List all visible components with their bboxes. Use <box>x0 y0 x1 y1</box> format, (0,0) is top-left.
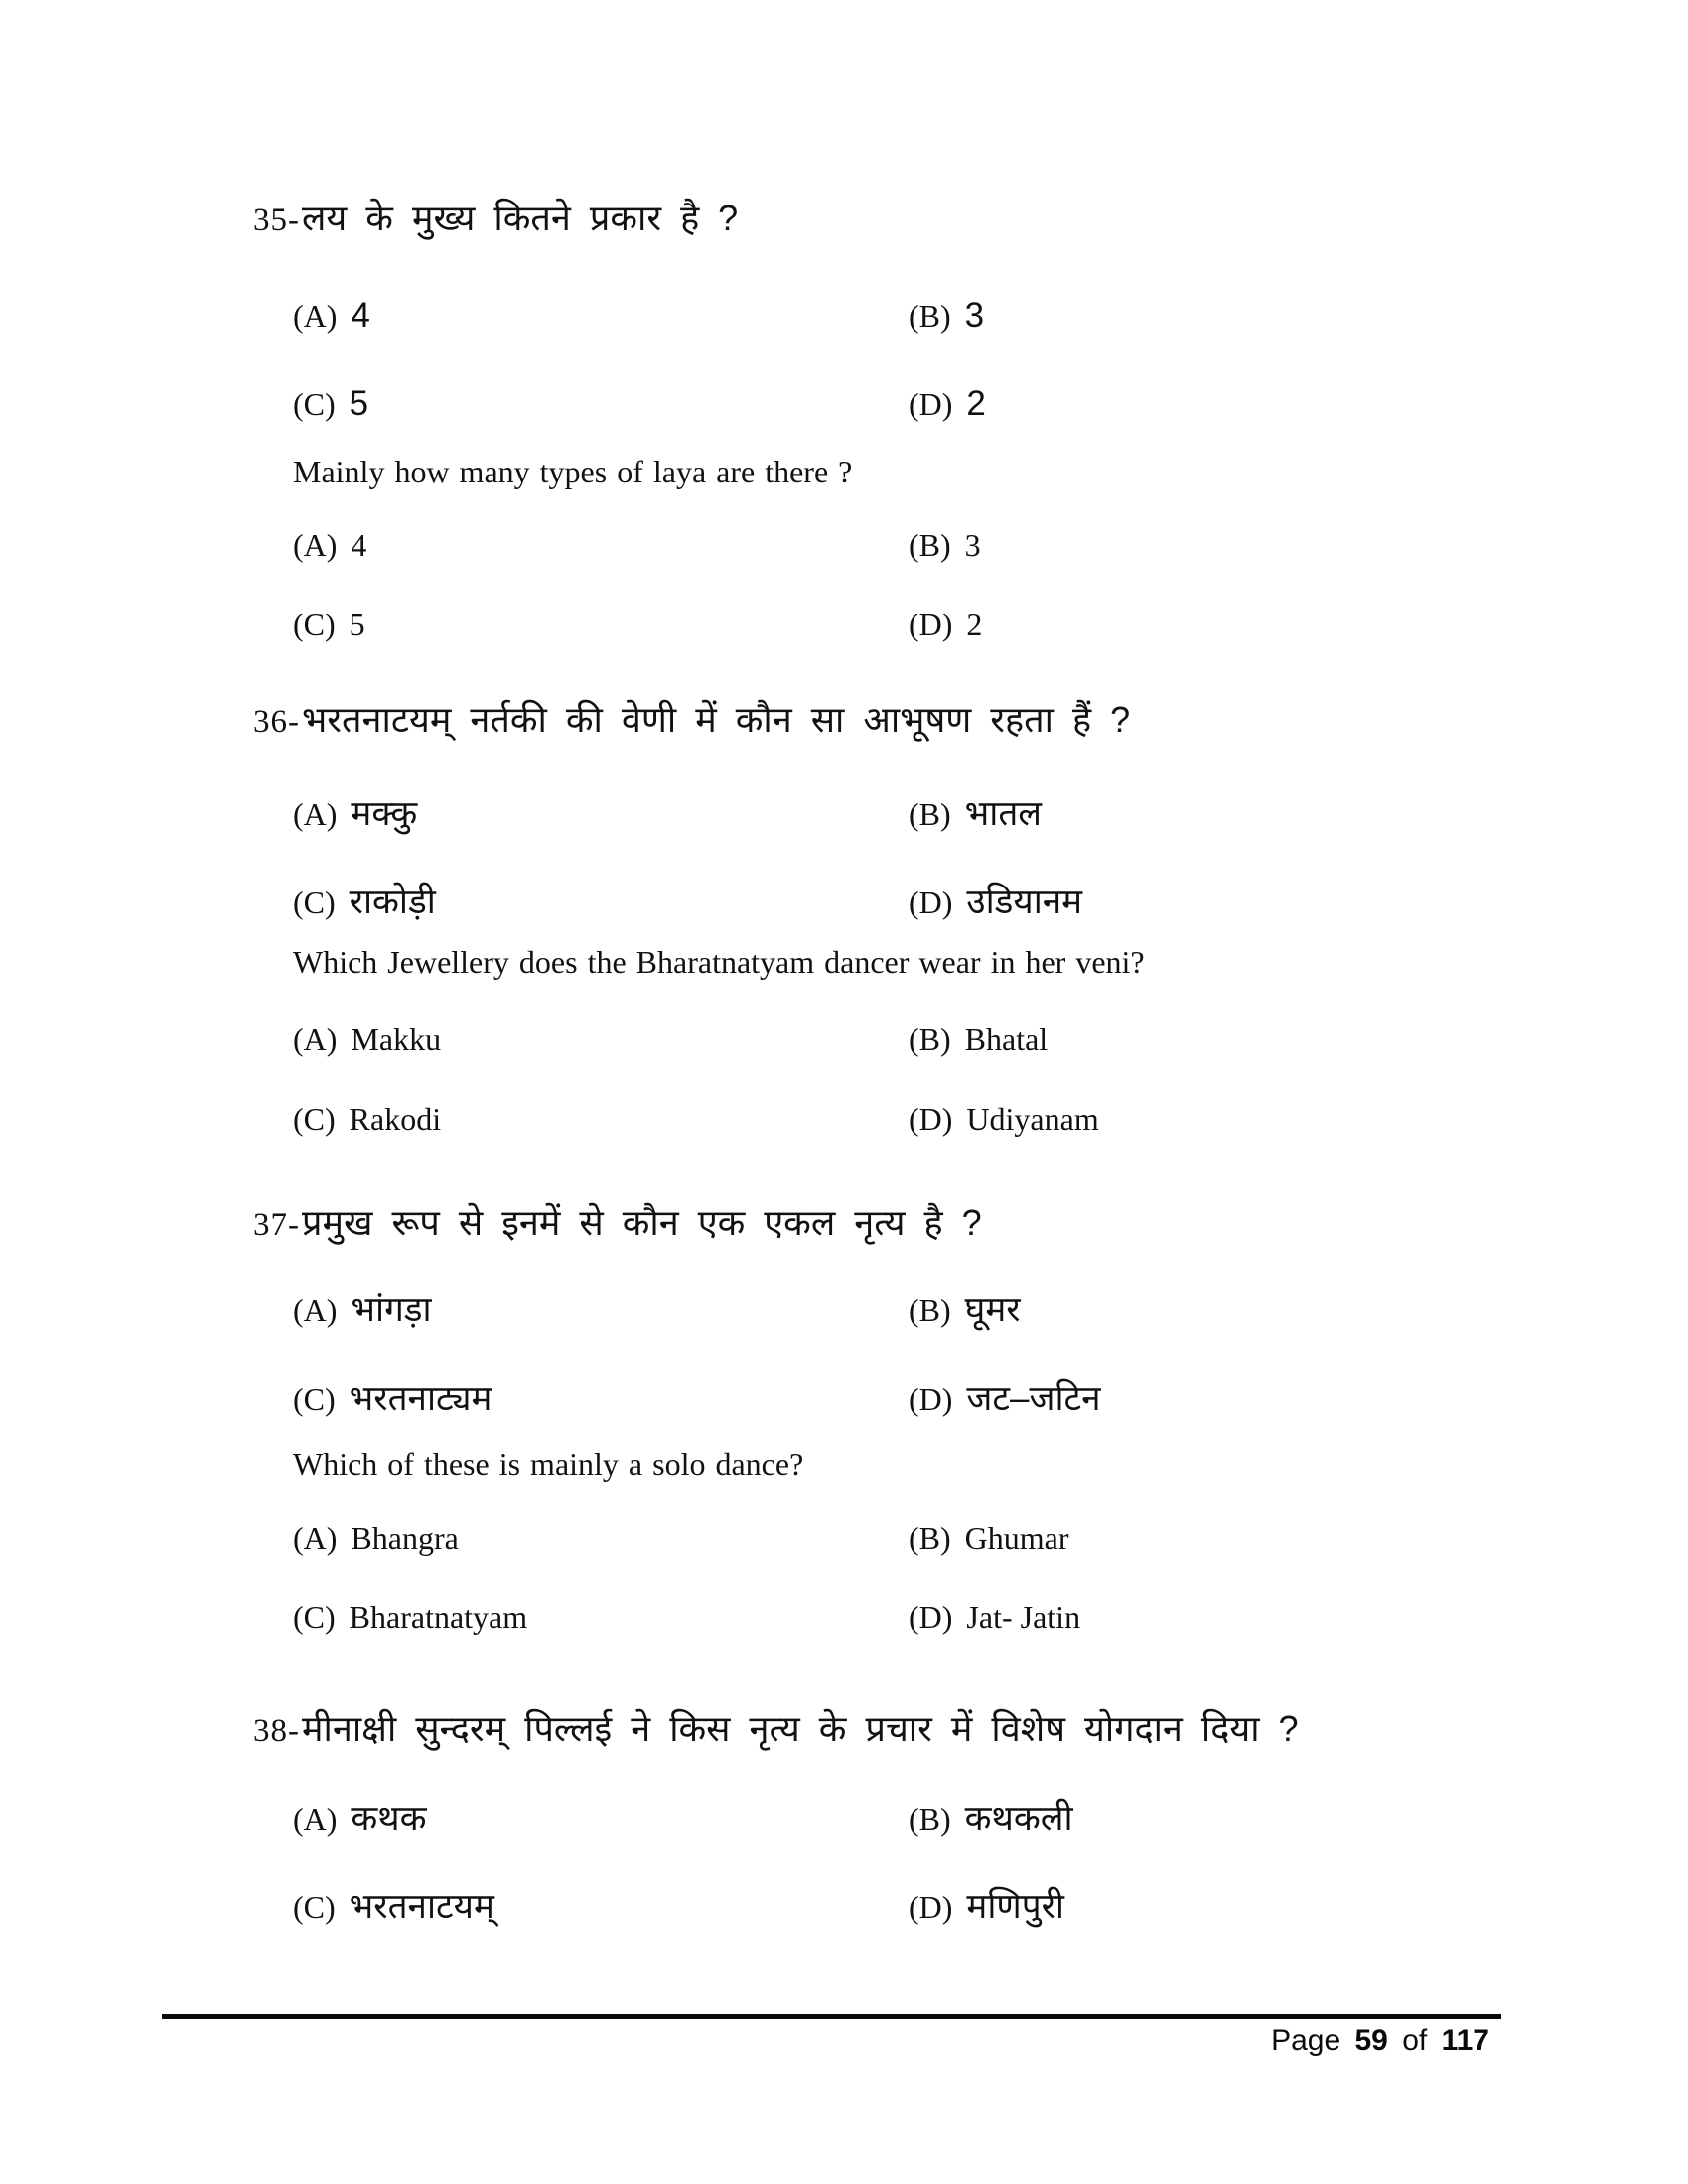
option-c-text: 5 <box>349 607 365 642</box>
question-35-title <box>253 196 738 243</box>
option-c-text: Rakodi <box>349 1101 442 1137</box>
option-d-text: उडियानम <box>966 883 1083 921</box>
option-d-text: जट–जटिन <box>966 1379 1101 1418</box>
option-a-label: (A) <box>293 1520 338 1556</box>
option-a-text: 4 <box>351 527 367 563</box>
question-38-title <box>253 1706 1299 1754</box>
question-36-number: 36- <box>253 704 300 740</box>
option-c-label: (C) <box>293 1599 336 1635</box>
option-d <box>909 1376 1101 1429</box>
question-37-hindi-options <box>293 1288 1101 1429</box>
option-b <box>909 293 986 345</box>
question-38-number: 38- <box>253 1713 300 1749</box>
question-35-number: 35- <box>253 203 300 238</box>
option-d <box>909 1884 1073 1937</box>
option-b-label: (B) <box>909 1520 951 1556</box>
option-d <box>909 880 1082 932</box>
option-c <box>293 1884 909 1937</box>
question-36-hindi-options <box>293 791 1082 932</box>
option-d-label: (D) <box>909 1101 953 1137</box>
option-a <box>293 293 909 345</box>
option-d-label: (D) <box>909 885 953 920</box>
option-b-text: 3 <box>964 527 981 563</box>
option-b <box>909 1288 1101 1340</box>
option-a-text: Makku <box>351 1022 442 1057</box>
footer-of-label: of <box>1402 2024 1428 2057</box>
option-c-label: (C) <box>293 1381 336 1417</box>
question-38-hindi-text: मीनाक्षी सुन्दरम् पिल्लई ने किस नृत्य के प्रचार में विशेष योगदान दिया ? <box>302 1708 1299 1749</box>
option-b-label: (B) <box>909 298 951 334</box>
page-number-footer <box>162 2024 1489 2058</box>
option-d-text: मणिपुरी <box>966 1887 1064 1926</box>
option-b-text: घूमर <box>964 1291 1021 1329</box>
question-36-hindi-text: भरतनाटयम् नर्तकी की वेणी में कौन सा आभूषण रहता हैं ? <box>302 699 1131 740</box>
option-c <box>293 1376 909 1429</box>
option-a-text: भांगड़ा <box>351 1291 432 1329</box>
option-c-text: Bharatnatyam <box>349 1599 528 1635</box>
question-37-number: 37- <box>253 1207 300 1243</box>
footer-page-number: 59 <box>1354 2024 1388 2057</box>
option-c-text: भरतनाटयम् <box>349 1887 494 1926</box>
option-a-label: (A) <box>293 298 338 334</box>
option-a <box>293 1796 909 1848</box>
option-a-label: (A) <box>293 796 338 832</box>
question-37-hindi-text: प्रमुख रूप से इनमें से कौन एक एकल नृत्य है ? <box>302 1202 982 1243</box>
option-c <box>293 1099 909 1146</box>
question-35-hindi-options <box>293 293 986 434</box>
option-d <box>909 605 982 651</box>
option-a-label: (A) <box>293 1801 338 1837</box>
option-c-label: (C) <box>293 386 336 422</box>
footer-divider <box>162 2014 1501 2019</box>
option-c <box>293 381 909 434</box>
option-b-label: (B) <box>909 527 951 563</box>
option-c-text: 5 <box>349 384 369 423</box>
question-37-english-options <box>293 1518 1080 1644</box>
option-d <box>909 1099 1099 1146</box>
question-37-english-text: Which of these is mainly a solo dance? <box>293 1446 804 1482</box>
question-36-english-text: Which Jewellery does the Bharatnatyam dancer wear in her veni? <box>293 944 1145 980</box>
option-d-label: (D) <box>909 386 953 422</box>
option-c-label: (C) <box>293 1889 336 1925</box>
option-b-text: कथकली <box>964 1799 1073 1838</box>
option-a <box>293 791 909 844</box>
option-b-text: 3 <box>964 296 985 335</box>
option-a-text: मक्कु <box>351 794 418 833</box>
option-c-label: (C) <box>293 607 336 642</box>
question-35-english-options <box>293 525 982 651</box>
option-b-label: (B) <box>909 1022 951 1057</box>
option-a <box>293 1518 909 1565</box>
option-c-label: (C) <box>293 885 336 920</box>
option-b-label: (B) <box>909 1293 951 1328</box>
option-a-text: 4 <box>351 296 370 335</box>
option-d-text: 2 <box>966 607 983 642</box>
option-b-label: (B) <box>909 1801 951 1837</box>
question-38-hindi-options <box>293 1796 1073 1937</box>
option-b-label: (B) <box>909 796 951 832</box>
option-b-text: Bhatal <box>964 1022 1049 1057</box>
option-c-text: भरतनाट्यम <box>349 1379 492 1418</box>
question-35-hindi-text: लय के मुख्य कितने प्रकार है ? <box>302 198 739 238</box>
option-a-text: Bhangra <box>351 1520 459 1556</box>
option-a <box>293 1288 909 1340</box>
option-b <box>909 1020 1099 1066</box>
option-a-label: (A) <box>293 527 338 563</box>
option-a-label: (A) <box>293 1022 338 1057</box>
option-c <box>293 880 909 932</box>
option-c-label: (C) <box>293 1101 336 1137</box>
option-d-label: (D) <box>909 1381 953 1417</box>
option-d-label: (D) <box>909 607 953 642</box>
footer-page-label: Page <box>1271 2024 1341 2057</box>
option-d <box>909 381 986 434</box>
option-a <box>293 1020 909 1066</box>
question-36-title <box>253 697 1130 745</box>
option-b <box>909 1796 1073 1848</box>
question-37-title <box>253 1200 982 1248</box>
question-36-english-options <box>293 1020 1099 1146</box>
option-d <box>909 1597 1080 1644</box>
option-d-label: (D) <box>909 1599 953 1635</box>
option-b <box>909 525 982 572</box>
option-d-text: Udiyanam <box>966 1101 1099 1137</box>
option-a-text: कथक <box>351 1799 427 1838</box>
option-c-text: राकोड़ी <box>349 883 436 921</box>
option-d-text: Jat- Jatin <box>966 1599 1081 1635</box>
option-d-label: (D) <box>909 1889 953 1925</box>
option-b-text: भातल <box>964 794 1043 833</box>
option-a-label: (A) <box>293 1293 338 1328</box>
question-35-english-text: Mainly how many types of laya are there ? <box>293 454 853 489</box>
option-c <box>293 605 909 651</box>
footer-total-pages: 117 <box>1441 2024 1489 2057</box>
option-c <box>293 1597 909 1644</box>
option-b-text: Ghumar <box>964 1520 1069 1556</box>
option-a <box>293 525 909 572</box>
option-d-text: 2 <box>966 384 986 423</box>
option-b <box>909 1518 1080 1565</box>
option-b <box>909 791 1082 844</box>
